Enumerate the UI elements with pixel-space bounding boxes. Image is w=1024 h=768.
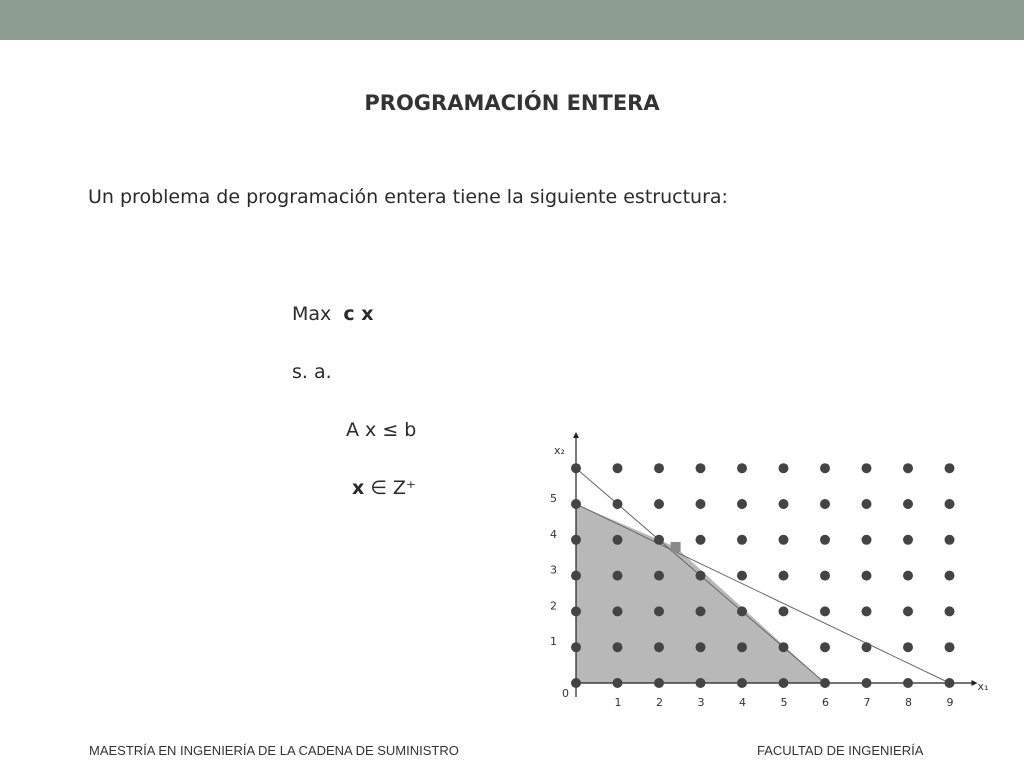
x-tick-label: 0 bbox=[562, 687, 569, 700]
domain-row bbox=[352, 477, 416, 499]
lattice-point bbox=[613, 606, 623, 616]
lattice-point bbox=[571, 606, 581, 616]
lattice-point bbox=[696, 535, 706, 545]
lattice-point bbox=[613, 535, 623, 545]
lattice-point bbox=[613, 463, 623, 473]
y-tick-label: 3 bbox=[550, 563, 557, 577]
domain-variable: x bbox=[352, 477, 365, 499]
lattice-point bbox=[862, 499, 872, 509]
lattice-point bbox=[903, 642, 913, 652]
lattice-point bbox=[945, 642, 955, 652]
lattice-point bbox=[779, 606, 789, 616]
lattice-point bbox=[737, 463, 747, 473]
lattice-point bbox=[737, 606, 747, 616]
lattice-point bbox=[654, 499, 664, 509]
lattice-point bbox=[862, 606, 872, 616]
lattice-point bbox=[654, 678, 664, 688]
y-axis-label: x₂ bbox=[554, 444, 565, 457]
top-bar bbox=[0, 0, 1024, 40]
lattice-point bbox=[945, 535, 955, 545]
x-tick-label: 8 bbox=[905, 696, 912, 709]
x-tick-label: 4 bbox=[739, 696, 746, 709]
lattice-point bbox=[945, 606, 955, 616]
x-axis-label: x₁ bbox=[977, 680, 989, 693]
lattice-point bbox=[571, 678, 581, 688]
lattice-point bbox=[945, 463, 955, 473]
lattice-point bbox=[571, 499, 581, 509]
lattice-point bbox=[820, 571, 830, 581]
lattice-point bbox=[945, 571, 955, 581]
lattice-point bbox=[654, 642, 664, 652]
feasible-region bbox=[576, 504, 825, 683]
slide-title: PROGRAMACIÓN ENTERA bbox=[364, 91, 660, 115]
lattice-point bbox=[737, 571, 747, 581]
x-tick-label: 9 bbox=[946, 696, 954, 709]
lattice-point bbox=[571, 535, 581, 545]
y-axis-arrow bbox=[573, 432, 579, 438]
lattice-point bbox=[779, 463, 789, 473]
lattice-point bbox=[820, 678, 830, 688]
lattice-point bbox=[696, 678, 706, 688]
x-tick-label: 1 bbox=[614, 696, 622, 709]
lattice-point bbox=[696, 499, 706, 509]
lattice-point bbox=[862, 463, 872, 473]
lattice-point bbox=[903, 499, 913, 509]
lattice-point bbox=[654, 606, 664, 616]
lattice-point bbox=[862, 678, 872, 688]
lattice-point bbox=[820, 642, 830, 652]
lattice-point bbox=[903, 678, 913, 688]
lattice-point bbox=[945, 678, 955, 688]
lattice-point bbox=[613, 571, 623, 581]
objective-expression: c x bbox=[343, 303, 374, 325]
lattice-point bbox=[737, 499, 747, 509]
lattice-point bbox=[779, 571, 789, 581]
lattice-point bbox=[571, 571, 581, 581]
x-tick-label: 3 bbox=[697, 696, 705, 709]
lattice-point bbox=[903, 463, 913, 473]
y-tick-label: 1 bbox=[550, 635, 557, 649]
lattice-point bbox=[696, 642, 706, 652]
lattice-point bbox=[654, 463, 664, 473]
lattice-point bbox=[737, 678, 747, 688]
lattice-point bbox=[571, 642, 581, 652]
lattice-point bbox=[945, 499, 955, 509]
lattice-point bbox=[613, 642, 623, 652]
lattice-point bbox=[654, 571, 664, 581]
lattice-point bbox=[779, 535, 789, 545]
lattice-point bbox=[820, 535, 830, 545]
y-tick-label: 2 bbox=[550, 599, 557, 613]
domain-set: ∈ Z⁺ bbox=[370, 477, 416, 499]
lattice-point bbox=[779, 642, 789, 652]
x-tick-label: 7 bbox=[863, 696, 871, 709]
lattice-point bbox=[696, 463, 706, 473]
lattice-point bbox=[862, 571, 872, 581]
intro-text: Un problema de programación entera tiene la siguiente estructura: bbox=[88, 186, 728, 208]
footer-program: MAESTRÍA EN INGENIERÍA DE LA CADENA DE SUMINISTRO bbox=[89, 743, 459, 758]
footer-faculty: FACULTAD DE INGENIERÍA bbox=[757, 743, 924, 758]
lattice-point bbox=[820, 463, 830, 473]
lattice-point bbox=[696, 606, 706, 616]
integer-lattice-chart bbox=[540, 430, 1010, 720]
objective-row bbox=[292, 303, 374, 325]
objective-prefix: Max bbox=[292, 303, 332, 325]
x-tick-label: 2 bbox=[656, 696, 663, 709]
y-tick-label: 5 bbox=[550, 492, 557, 505]
lattice-point bbox=[779, 678, 789, 688]
y-tick-label: 4 bbox=[550, 527, 557, 541]
lattice-point bbox=[737, 642, 747, 652]
lattice-point bbox=[613, 678, 623, 688]
lattice-point bbox=[903, 571, 913, 581]
x-tick-label: 5 bbox=[780, 696, 788, 709]
lattice-point bbox=[571, 463, 581, 473]
lattice-point bbox=[737, 535, 747, 545]
subject-to-row: s. a. bbox=[292, 361, 332, 383]
lattice-point bbox=[820, 606, 830, 616]
lattice-point bbox=[613, 499, 623, 509]
lattice-point bbox=[654, 535, 664, 545]
lattice-point bbox=[779, 499, 789, 509]
lattice-point bbox=[820, 499, 830, 509]
lattice-point bbox=[696, 571, 706, 581]
lattice-point bbox=[862, 642, 872, 652]
constraint-row: A x ≤ b bbox=[346, 419, 417, 441]
lattice-point bbox=[903, 606, 913, 616]
lp-optimum-marker bbox=[671, 542, 681, 552]
x-tick-label: 6 bbox=[822, 696, 829, 709]
lattice-point bbox=[862, 535, 872, 545]
lattice-point bbox=[903, 535, 913, 545]
